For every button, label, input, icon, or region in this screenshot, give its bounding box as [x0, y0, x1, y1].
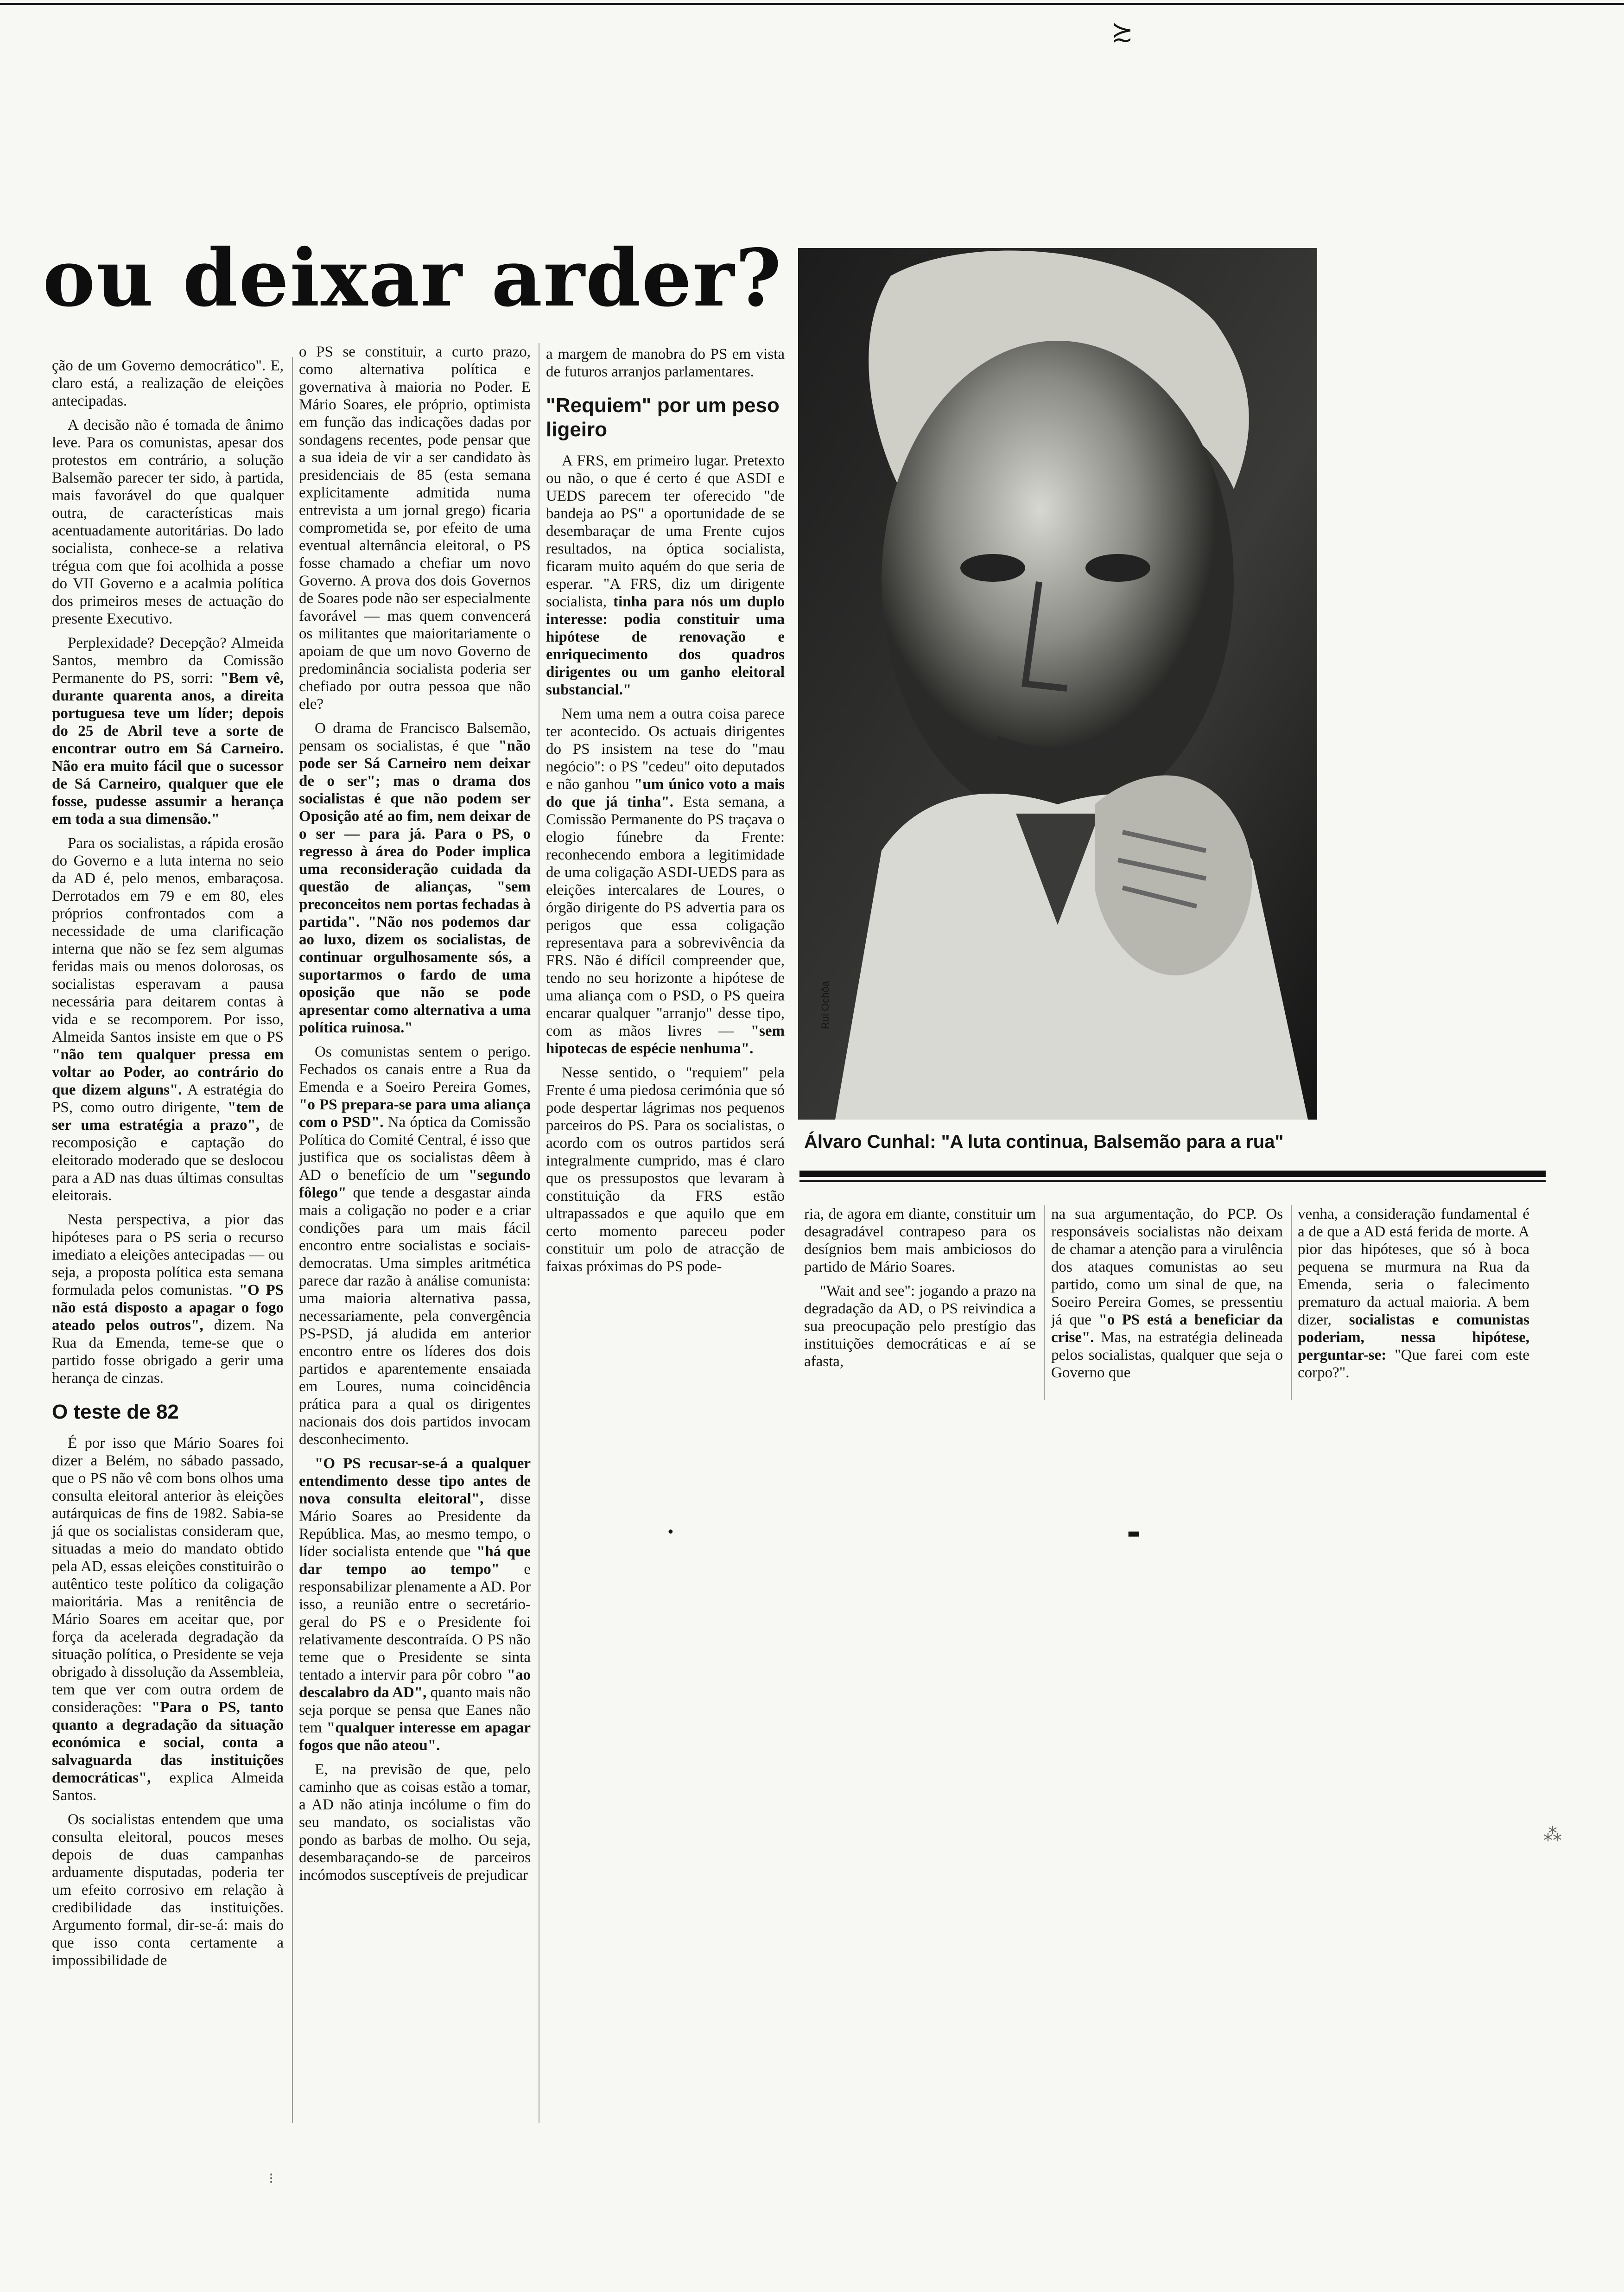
column-rule — [292, 357, 293, 2123]
quote: "um único voto a mais do que já tinha". — [546, 776, 785, 810]
paragraph: o PS se constituir, a curto prazo, como alternativa política e governativa à maioria no Poder. E Mário Soares, ele próprio, optimista em função das indicações dadas por sondagens recentes, pode pensar que a sua ideia de vir a ser candidato às presidenciais de 85 (esta semana explicitamente admitida numa entrevista a um jornal grego) ficaria comprometida se, por efeito de uma eventual alternância eleitoral, o PS fosse chamado a chefiar um novo Governo. A prova dos dois Governos de Soares pode não ser especialmente favorável — mas quem convencerá os militantes que maioritariamente o apoiam de que um novo Governo de predominância socialista poderia ser chefiado por outra pessoa que não ele? — [299, 344, 531, 713]
divider-rule — [799, 1171, 1546, 1177]
paragraph: ria, de agora em diante, constituir um desagradável contrapeso para os desígnios bem mais ambiciosos do partido de Mário Soares. — [804, 1206, 1036, 1275]
bullet-mark: • — [666, 1524, 675, 1541]
paragraph: Para os socialistas, a rápida erosão do Governo e a luta interna no seio da AD é, pelo menos, embaraçosa. Derrotados em 79 e em 80, eles próprios confrontados com a necessidade de uma clarificação interna que não se fez sem algumas feridas mais ou menos dolorosas, os socialistas esperavam a pausa necessária para deitarem contas à vida e se recomporem. Por isso, Almeida Santos insiste em que o PS "não tem qualquer pressa em voltar ao Poder, ao contrário do que dizem alguns". A estratégia do PS, como outro dirigente, "tem de ser uma estratégia a prazo", de recomposição e captação do eleitorado moderado que se deslocou para a AD nas duas últimas consultas eleitorais. — [52, 835, 284, 1204]
paragraph: "Wait and see": jogando a prazo na degradação da AD, o PS reivindica a sua preocupação pelo prestígio das instituições democráticas e aí se afasta, — [804, 1283, 1036, 1370]
paragraph: A decisão não é tomada de ânimo leve. Para os comunistas, apesar dos protestos em contrário, a solução Balsemão parecer ter sido, à partida, mais favorável do que qualquer outra, de características mais acentuadamente autoritárias. Do lado socialista, conhece-se a relativa trégua com que foi acolhida a posse do VII Governo e a acalmia política dos primeiros meses de actuação do presente Executivo. — [52, 417, 284, 627]
quote: tinha para nós um duplo interesse: podia constituir uma hipótese de renovação e enriquecimento dos quadros dirigentes ou um ganho eleitoral substancial." — [546, 593, 785, 698]
quote: "sem hipotecas de espécie nenhuma". — [546, 1023, 785, 1057]
paragraph: "O PS recusar-se-á a qualquer entendimento desse tipo antes de nova consulta eleitoral", disse Mário Soares ao Presidente da República. Mas, ao mesmo tempo, o líder socialista entende que "há que dar tempo ao tempo" e responsabilizar plenamente a AD. Por isso, a reunião entre o secretário-geral do PS e o Presidente foi relativamente descontraída. O PS não teme que o Presidente se sinta tentado a intervir para pôr cobro "ao descalabro da AD", quanto mais não seja porque se pensa que Eanes não tem "qualquer interesse em apagar fogos que não ateou". — [299, 1455, 531, 1754]
quote: "qualquer interesse em apagar fogos que não ateou". — [299, 1719, 531, 1754]
quote: "há que dar tempo ao tempo" — [299, 1543, 531, 1578]
paragraph: Nesta perspectiva, a pior das hipóteses para o PS seria o recurso imediato a eleições antecipadas — ou seja, a proposta política esta semana formulada pelos comunistas. "O PS não está disposto a apagar o fogo ateado pelos outros", dizem. Na Rua da Emenda, teme-se que o partido fosse obrigado a gerir uma herança de cinzas. — [52, 1211, 284, 1387]
quote: socialistas e comunistas poderiam, nessa hipótese, perguntar-se: — [1298, 1312, 1530, 1363]
paragraph: O drama de Francisco Balsemão, pensam os socialistas, é que "não pode ser Sá Carneiro nem deixar de o ser"; mas o drama dos socialistas é que não podem ser Oposição até ao fim, nem deixar de o ser — para já. Para o PS, o regresso à área do Poder implica uma reconsideração cuidada da questão de alianças, "sem preconceitos nem portas fechadas à partida". "Não nos podemos dar ao luxo, dizem os socialistas, de continuar orgulhosamente sós, a suportarmos o fardo de uma oposição que não se pode apresentar como alternativa a uma política ruinosa." — [299, 720, 531, 1036]
subheading: "Requiem" por um peso ligeiro — [546, 394, 780, 441]
dash-mark: ▬ — [1127, 1525, 1141, 1541]
article-column-6 — [1298, 1205, 1529, 1388]
photo-caption: Álvaro Cunhal: "A luta continua, Balsemão para a rua" — [804, 1132, 1284, 1152]
article-column-1 — [52, 357, 284, 1976]
scan-speck: ⁂ — [1543, 1824, 1562, 1846]
subheading: O teste de 82 — [52, 1401, 179, 1423]
portrait-photo — [798, 248, 1317, 1120]
quote: "o PS prepara-se para uma aliança com o PSD". — [299, 1096, 531, 1131]
top-rule — [0, 3, 1624, 5]
portrait-photo-image — [798, 248, 1317, 1120]
column-rule — [1044, 1205, 1045, 1400]
quote: "não pode ser Sá Carneiro nem deixar de o ser"; mas o drama dos socialistas é que não podem ser Oposição até ao fim, nem deixar de o ser — para já. Para o PS, o regresso à área do Poder implica uma reconsideração cuidada da questão de alianças, — [299, 738, 531, 895]
paragraph: venha, a consideração fundamental é a de que a AD está ferida de morte. A pior das hipóteses, que só à boca pequena se murmura na Rua da Emenda, seria o falecimento prematuro da actual maioria. A bem dizer, socialistas e comunistas poderiam, nessa hipótese, perguntar-se: "Que farei com este corpo?". — [1298, 1206, 1530, 1381]
headline: ou deixar arder? — [43, 232, 782, 325]
quote: "Bem vê, durante quarenta anos, a direita portuguesa teve um líder; depois do 25 de Abril teve a sorte de encontrar outro em Sá Carneiro. Não era muito fácil que o sucessor de Sá Carneiro, qualquer que ele fosse, pudesse assumir a herança em toda a sua dimensão." — [52, 670, 284, 828]
quote: "O PS recusar-se-á a qualquer entendimento desse tipo antes de nova consulta eleitoral", — [299, 1455, 531, 1507]
corner-mark: ≿ — [1111, 17, 1133, 47]
quote: "Para o PS, tanto quanto a degradação da situação económica e social, conta a salvaguarda das instituições democráticas", — [52, 1699, 284, 1786]
photo-credit: Rui Ochôa — [819, 981, 831, 1029]
quote: "sem preconceitos nem portas fechadas à partida". "Não nos podemos dar ao luxo, dizem os socialistas, de continuar orgulhosamente sós, a suportarmos o fardo de uma oposição que não se pode apresentar como alternativa a uma política ruinosa." — [299, 879, 531, 1036]
scan-speck: ⁝ — [269, 2170, 274, 2187]
paragraph: Os socialistas entendem que uma consulta eleitoral, poucos meses depois de duas campanhas arduamente disputadas, poderia ter um efeito corrosivo em relação à credibilidade das instituições. Argumento formal, dir-se-á: mais do que isso conta certamente a impossibilidade de — [52, 1811, 284, 1969]
article-column-3 — [546, 345, 785, 1282]
article-column-5 — [1051, 1205, 1283, 1388]
paragraph: Nesse sentido, o "requiem" pela Frente é uma piedosa cerimónia que só pode despertar lágrimas nos pequenos parceiros do PS. Para os socialistas, o acordo com os outros partidos será integralmente cumprido, mas é claro que os pressupostos que levaram à constituição da FRS estão ultrapassados e que aquilo que em certo momento pareceu poder constituir um polo de atracção de faixas próximas do PS pode- — [546, 1064, 785, 1275]
article-column-2 — [299, 343, 531, 1891]
quote: "não tem qualquer pressa em voltar ao Poder, ao contrário do que dizem alguns". — [52, 1046, 284, 1098]
paragraph: Os comunistas sentem o perigo. Fechados os canais entre a Rua da Emenda e a Soeiro Pereira Gomes, "o PS prepara-se para uma aliança com o PSD". Na óptica da Comissão Política do Comité Central, é isso que justifica que os socialistas dêem à AD o benefício de um "segundo fôlego" que tende a desgastar ainda mais a coligação no poder e a criar condições para um mais fácil encontro entre socialistas e sociais-democratas. Uma simples aritmética parece dar razão à análise comunista: uma maioria alternativa passa, necessariamente, pela convergência PS-PSD, já aludida em anterior encontro entre os líderes dos dois partidos e aparentemente ensaiada em Loures, numa coincidência prática para a qual os dirigentes nacionais dos dois partidos invocam desconhecimento. — [299, 1044, 531, 1448]
paragraph: A FRS, em primeiro lugar. Pretexto ou não, o que é certo é que ASDI e UEDS parecem ter oferecido "de bandeja ao PS" a oportunidade de se desembaraçar de uma Frente cujos resultados, na óptica socialista, ficaram muito aquém do que seria de esperar. "A FRS, diz um dirigente socialista, tinha para nós um duplo interesse: podia constituir uma hipótese de renovação e enriquecimento dos quadros dirigentes ou um ganho eleitoral substancial." — [546, 452, 785, 698]
paragraph: E, na previsão de que, pelo caminho que as coisas estão a tomar, a AD não atinja incólume o fim do seu mandato, os socialistas vão pondo as barbas de molho. Ou seja, desembaraçando-se de parceiros incómodos susceptíveis de prejudicar — [299, 1761, 531, 1884]
divider-rule — [799, 1180, 1546, 1182]
quote: "O PS não está disposto a apagar o fogo ateado pelos outros", — [52, 1282, 284, 1334]
quote: "ao descalabro da AD", — [299, 1667, 531, 1701]
quote: "o PS está a beneficiar da crise". — [1051, 1312, 1283, 1346]
paragraph: É por isso que Mário Soares foi dizer a Belém, no sábado passado, que o PS não vê com bons olhos uma consulta eleitoral anterior às eleições autárquicas de fins de 1982. Sabia-se já que os socialistas consideram que, situadas a meio do mandato obtido pela AD, essas eleições constituirão o autêntico teste político da coligação maioritária. Mas a renitência de Mário Soares em aceitar que, por força da acelerada degradação da situação política, o Presidente se veja obrigado à dissolução da Assembleia, tem que ver com outra ordem de considerações: "Para o PS, tanto quanto a degradação da situação económica e social, conta a salvaguarda das instituições democráticas", explica Almeida Santos. — [52, 1435, 284, 1804]
article-column-4 — [804, 1205, 1036, 1377]
paragraph: Perplexidade? Decepção? Almeida Santos, membro da Comissão Permanente do PS, sorri: "Bem vê, durante quarenta anos, a direita portuguesa teve um líder; depois do 25 de Abril teve a sorte de encontrar outro em Sá Carneiro. Não era muito fácil que o sucessor de Sá Carneiro, qualquer que ele fosse, pudesse assumir a herança em toda a sua dimensão." — [52, 635, 284, 828]
paragraph: Nem uma nem a outra coisa parece ter acontecido. Os actuais dirigentes do PS insistem na tese do "mau negócio": o PS "cedeu" oito deputados e não ganhou "um único voto a mais do que já tinha". Esta semana, a Comissão Permanente do PS traçava o elogio fúnebre da Frente: reconhecendo embora a legitimidade de uma coligação ASDI-UEDS para as eleições intercalares de Loures, o órgão dirigente do PS advertia para os perigos que essa coligação representava para a sobrevivência da FRS. Não é difícil compreender que, tendo no seu horizonte a hipótese de uma aliança com o PSD, o PS queira encarar qualquer "arranjo" desse tipo, com as mãos livres — "sem hipotecas de espécie nenhuma". — [546, 706, 785, 1057]
paragraph: ção de um Governo democrático". E, claro está, a realização de eleições antecipadas. — [52, 357, 284, 409]
paragraph: a margem de manobra do PS em vista de futuros arranjos parlamentares. — [546, 346, 785, 380]
column-rule — [1291, 1205, 1292, 1400]
paragraph: na sua argumentação, do PCP. Os responsáveis socialistas não deixam de chamar a atenção para a virulência dos ataques comunistas ao seu partido, como um sinal de que, na Soeiro Pereira Gomes, se pressentiu já que "o PS está a beneficiar da crise". Mas, na estratégia delineada pelos socialistas, qualquer que seja o Governo que — [1051, 1206, 1283, 1381]
quote: "segundo fôlego" — [299, 1167, 531, 1201]
quote: "tem de ser uma estratégia a prazo", — [52, 1099, 284, 1133]
